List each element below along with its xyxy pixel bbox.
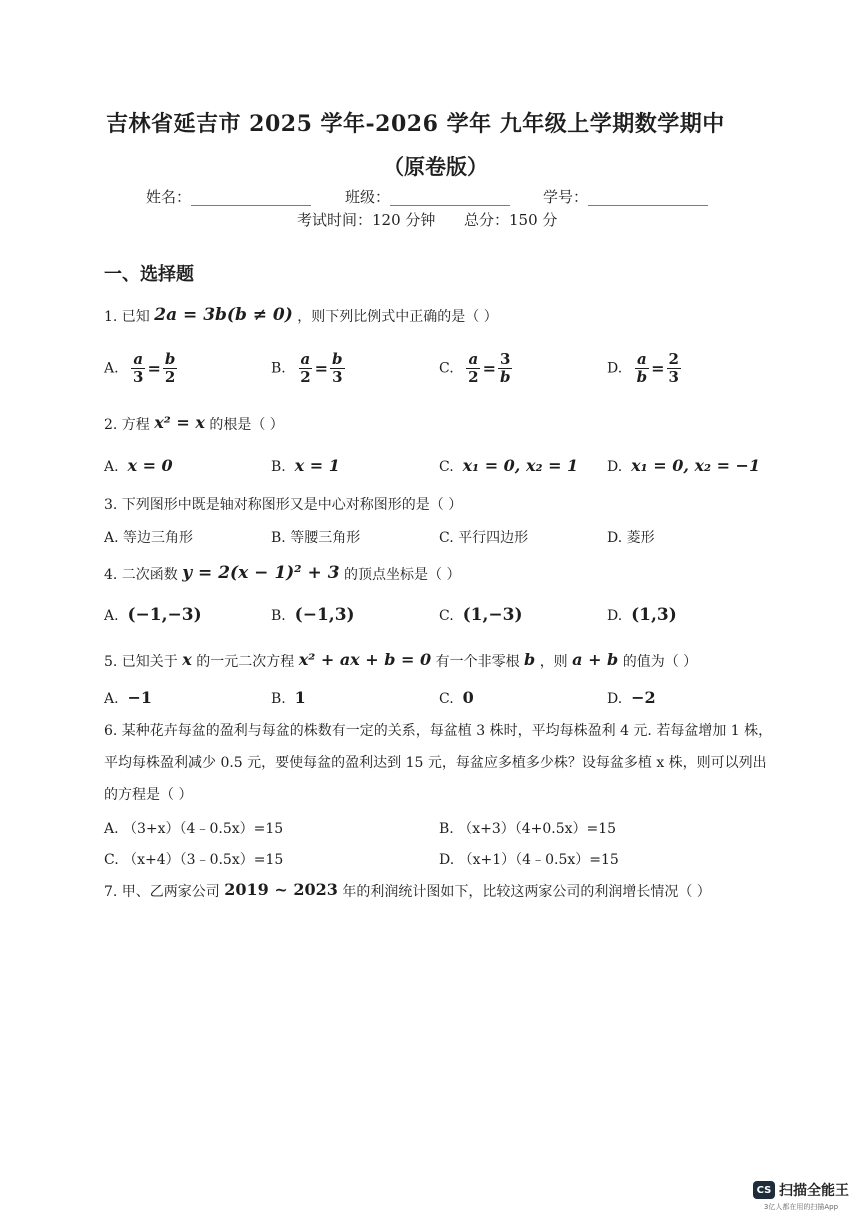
- fraction-numerator: b: [332, 350, 343, 368]
- q2-option-a: [104, 456, 173, 475]
- option-label: A.: [104, 360, 119, 377]
- question-5-math: x² + ax + b = 0: [298, 650, 432, 669]
- option-value: 等腰三角形: [290, 530, 361, 546]
- option-label: A.: [104, 821, 119, 837]
- q2-option-d: [607, 456, 760, 475]
- option-label: B.: [271, 459, 286, 475]
- option-label: D.: [607, 459, 623, 475]
- option-label: A.: [104, 530, 119, 546]
- option-label: D.: [607, 360, 623, 377]
- q6-option-b: [439, 818, 616, 838]
- option-value: （x+3）（4+0.5x）=15: [458, 821, 617, 837]
- option-value: （x+4）（3﹣0.5x）=15: [123, 852, 284, 868]
- option-value: x = 1: [294, 456, 340, 475]
- watermark-app-name: 扫描全能王: [779, 1183, 849, 1199]
- q1-option-c: C. $\frac{a}{2}$ = $\frac{3}{b}$: [439, 350, 511, 386]
- fraction-numerator: 3: [500, 350, 511, 368]
- question-7-suffix: 年的利润统计图如下，比较这两家公司的利润增长情况（ ）: [342, 884, 711, 900]
- watermark-tagline: 3亿人都在用的扫描App: [763, 1203, 839, 1211]
- q4-option-a: [104, 605, 202, 625]
- option-value: (−1,3): [294, 605, 355, 625]
- option-value: (1,3): [631, 605, 677, 625]
- fraction-denominator: b: [636, 368, 648, 386]
- fraction-denominator: 2: [468, 368, 479, 386]
- scanner-watermark: [753, 1180, 849, 1212]
- question-6-line-2: 平均每株盈利减少 0.5 元，要使每盆的盈利达到 15 元，每盆应多植多少株？设每盆多植 x 株，则可以列出: [104, 755, 767, 771]
- option-value: （x+1）（4﹣0.5x）=15: [458, 852, 619, 868]
- question-5-middle3: ，则: [539, 654, 568, 670]
- question-1-math: 2a = 3b(b ≠ 0): [154, 305, 293, 325]
- question-2-suffix: 的根是（ ）: [209, 417, 284, 433]
- option-label: A.: [104, 608, 119, 624]
- option-label: C.: [439, 530, 454, 546]
- question-5-var2: b: [524, 650, 536, 669]
- q3-option-a: [104, 527, 193, 547]
- option-value: x₁ = 0, x₂ = −1: [631, 456, 761, 475]
- page-title: 吉林省延吉市 2025 学年-2026 学年 九年级上学期数学期中: [106, 111, 725, 137]
- fraction-numerator: 2: [668, 350, 679, 368]
- question-5-middle: 的一元二次方程: [196, 654, 295, 670]
- q4-option-c: [439, 605, 523, 625]
- option-value: 1: [294, 688, 306, 707]
- student-id-field: 学号：________________: [543, 188, 709, 206]
- fraction-numerator: a: [637, 350, 647, 368]
- option-label: A.: [104, 691, 119, 707]
- fraction-numerator: a: [468, 350, 479, 368]
- option-label: D.: [439, 852, 455, 868]
- class-field: 班级：________________: [345, 188, 511, 206]
- q3-option-b: [271, 527, 360, 547]
- question-5-middle2: 有一个非零根: [435, 654, 520, 670]
- q6-option-c: [104, 849, 283, 869]
- q1-option-b: B. $\frac{a}{2}$ = $\frac{b}{3}$: [271, 350, 343, 386]
- option-label: A.: [104, 459, 119, 475]
- question-6-line-3: 的方程是（ ）: [104, 787, 193, 803]
- question-7: [104, 880, 711, 901]
- option-value: −2: [631, 688, 656, 707]
- question-7-prefix: 7. 甲、乙两家公司: [104, 884, 220, 900]
- q6-option-d: [439, 849, 619, 869]
- q1-option-d: D. $\frac{a}{b}$ = $\frac{2}{3}$: [607, 350, 679, 386]
- q5-option-c: [439, 688, 474, 707]
- question-6-line-1: 6. 某种花卉每盆的盈利与每盆的株数有一定的关系，每盆植 3 株时，平均每株盈利 4 元. 若每盆增加 1 株，: [104, 723, 773, 739]
- option-label: D.: [607, 691, 623, 707]
- fraction-denominator: 3: [133, 368, 144, 386]
- question-2: [104, 413, 284, 434]
- question-2-math: x² = x: [154, 413, 205, 432]
- question-4-math: y = 2(x − 1)² + 3: [182, 563, 340, 583]
- page-subtitle: （原卷版）: [383, 154, 488, 179]
- question-5-var: x: [182, 650, 192, 669]
- option-value: (−1,−3): [127, 605, 202, 625]
- q3-option-d: [607, 527, 655, 547]
- q4-option-b: [271, 605, 355, 625]
- option-value: 0: [462, 688, 474, 707]
- q6-option-a: [104, 818, 283, 838]
- name-field: 姓名：________________: [146, 188, 312, 206]
- option-label: B.: [439, 821, 454, 837]
- option-value: (1,−3): [462, 605, 523, 625]
- fraction-denominator: 3: [668, 368, 679, 386]
- option-label: C.: [439, 691, 454, 707]
- option-label: B.: [271, 608, 286, 624]
- option-label: C.: [104, 852, 119, 868]
- question-5: [104, 650, 697, 671]
- option-value: 菱形: [626, 530, 655, 546]
- q5-option-b: [271, 688, 306, 707]
- question-1-prefix: 1. 已知: [104, 309, 150, 325]
- question-2-prefix: 2. 方程: [104, 417, 150, 433]
- exam-info: 考试时间：120 分钟 总分：150 分: [297, 211, 558, 229]
- question-5-math2: a + b: [572, 650, 619, 669]
- fraction-denominator: 2: [164, 368, 176, 386]
- q2-option-c: [439, 456, 578, 475]
- q4-option-d: [607, 605, 677, 625]
- fraction-denominator: 2: [300, 368, 311, 386]
- option-value: 平行四边形: [458, 530, 529, 546]
- fraction-denominator: b: [499, 368, 511, 386]
- question-5-suffix: 的值为（ ）: [622, 654, 698, 670]
- question-1: [104, 305, 498, 326]
- question-4-prefix: 4. 二次函数: [104, 567, 178, 583]
- q1-option-a: A. $\frac{a}{3}$ = $\frac{b}{2}$: [104, 350, 176, 386]
- option-label: C.: [439, 608, 454, 624]
- question-4: [104, 563, 460, 584]
- fraction-numerator: b: [164, 350, 176, 368]
- option-value: x₁ = 0, x₂ = 1: [462, 456, 579, 475]
- option-label: B.: [271, 360, 286, 377]
- question-5-prefix: 5. 已知关于: [104, 654, 178, 670]
- option-value: 等边三角形: [123, 530, 194, 546]
- q5-option-d: [607, 688, 656, 707]
- option-label: B.: [271, 530, 286, 546]
- camscanner-logo-icon: CS: [753, 1181, 775, 1199]
- q5-option-a: [104, 688, 152, 707]
- option-label: C.: [439, 360, 454, 377]
- q2-option-b: [271, 456, 340, 475]
- option-label: C.: [439, 459, 454, 475]
- option-label: D.: [607, 530, 623, 546]
- question-3: 3. 下列图形中既是轴对称图形又是中心对称图形的是（ ）: [104, 497, 463, 513]
- fraction-denominator: 3: [332, 368, 343, 386]
- question-4-suffix: 的顶点坐标是（ ）: [344, 567, 461, 583]
- option-label: B.: [271, 691, 286, 707]
- section-title: 一、选择题: [104, 264, 194, 285]
- fraction-numerator: a: [133, 350, 144, 368]
- option-value: x = 0: [127, 456, 173, 475]
- q3-option-c: [439, 527, 528, 547]
- question-7-math: 2019 ~ 2023: [224, 880, 338, 899]
- option-label: D.: [607, 608, 623, 624]
- option-value: −1: [127, 688, 153, 707]
- fraction-numerator: a: [300, 350, 311, 368]
- question-1-suffix: ，则下列比例式中正确的是（ ）: [297, 309, 498, 325]
- option-value: （3+x）（4﹣0.5x）=15: [123, 821, 284, 837]
